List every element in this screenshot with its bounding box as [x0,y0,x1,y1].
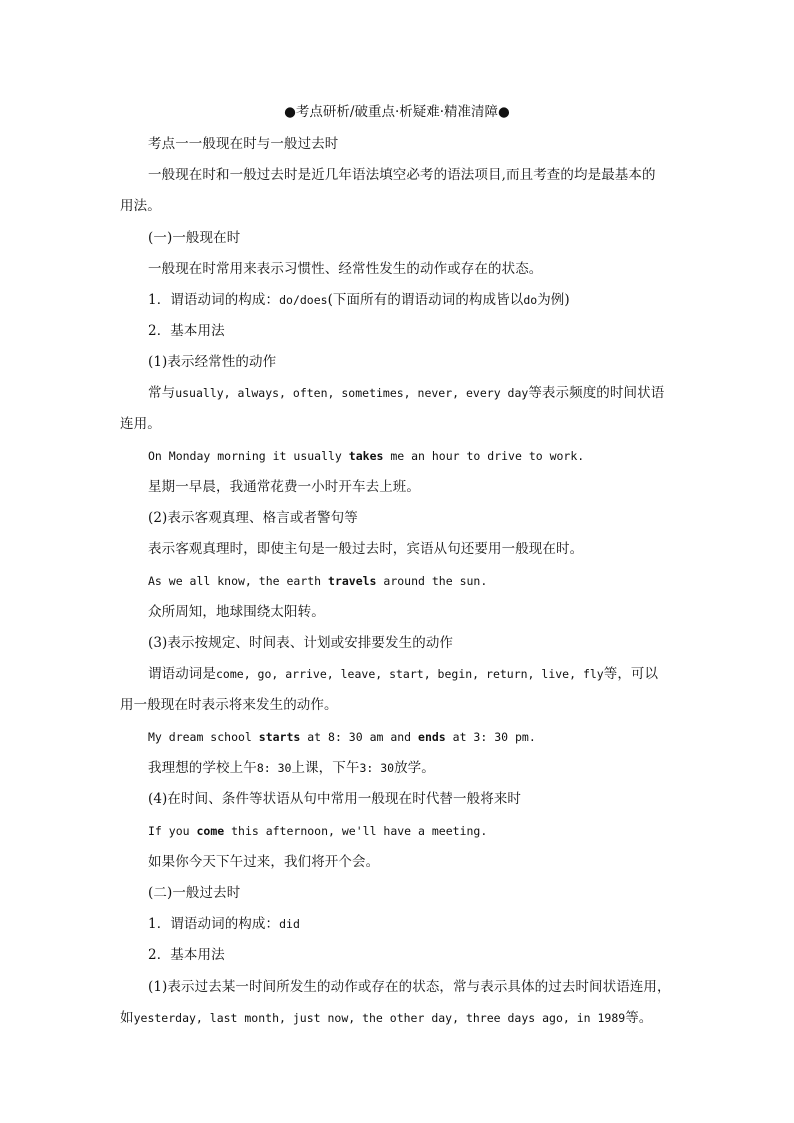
example-sentence [148,571,487,591]
usage-1-heading: (1)表示经常性的动作 [148,354,277,370]
example-verb: travels [328,574,377,588]
example-translation [148,758,435,778]
usage-1-text-a: 常与 [148,385,176,401]
form-note-a: (下面所有的谓语动词的构成皆以 [327,292,524,308]
usage-4-heading: (4)在时间、条件等状语从句中常用一般现在时代替一般将来时 [148,791,522,807]
form-code: did [279,917,300,931]
usage-1-text-b: 等表示频度的时间状语 [528,385,665,401]
example-translation: 如果你今天下午过来，我们将开个会。 [148,854,380,870]
example-verb: takes [348,449,384,463]
example-pre: My dream school [148,730,259,744]
usage-3-text-a: 谓语动词是 [148,666,216,682]
example-sentence [148,821,487,841]
present-form [148,290,570,310]
motion-verbs: come, go, arrive, leave, start, begin, return, live, fly [216,667,604,681]
section-heading: 考点一一般现在时与一般过去时 [148,136,339,152]
usage-3-text-b: 等，可以 [603,666,659,682]
form-prefix: 1．谓语动词的构成： [148,292,280,308]
present-description: 一般现在时常用来表示习惯性、经常性发生的动作或存在的状态。 [148,261,543,277]
form-note-code: do [523,293,538,307]
example-translation: 众所周知，地球围绕太阳转。 [148,604,325,620]
translation-c: 放学。 [394,760,435,776]
time-2: 3: 30 [359,761,395,775]
usage-3-text [148,664,658,684]
past-text-a: 如 [120,1010,134,1026]
usage-2-text: 表示客观真理时，即使主句是一般过去时，宾语从句还要用一般现在时。 [148,541,584,557]
example-pre: On Monday morning it usually [148,449,349,463]
translation-a: 我理想的学校上午 [148,760,257,776]
intro-line-2: 用法。 [120,198,161,214]
translation-b: 上课，下午 [291,760,360,776]
past-usage-1-line-2 [120,1008,652,1028]
present-heading: (一)一般现在时 [148,230,241,246]
example-post: me an hour to drive to work. [383,449,585,463]
example-pre: As we all know, the earth [148,574,329,588]
page-title: ●考点研析/破重点·析疑难·精准清障● [284,104,510,120]
form-code: do/does [279,293,328,307]
frequency-words: usually, always, often, sometimes, never, every day [175,386,529,400]
past-usage-heading: 2．基本用法 [148,947,225,963]
example-verb: ends [418,730,446,744]
past-form [148,914,300,934]
past-time-words: yesterday, last month, just now, the other day, three days ago, in 1989 [133,1011,626,1025]
example-sentence [148,446,584,466]
past-usage-1-line-1: (1)表示过去某一时间所发生的动作或存在的状态，常与表示具体的过去时间状语连用， [148,979,671,995]
example-mid: at 8: 30 am and [300,730,419,744]
usage-2-heading: (2)表示客观真理、格言或者警句等 [148,510,358,526]
example-verb: starts [258,730,301,744]
example-translation: 星期一早晨，我通常花费一小时开车去上班。 [148,479,420,495]
usage-1-text [148,383,664,403]
form-prefix: 1．谓语动词的构成： [148,916,280,932]
usage-3-heading: (3)表示按规定、时间表、计划或安排要发生的动作 [148,635,454,651]
example-pre: If you [148,824,197,838]
example-post: around the sun. [376,574,488,588]
past-heading: (二)一般过去时 [148,885,241,901]
past-text-b: 等。 [625,1010,653,1026]
present-usage-heading: 2．基本用法 [148,323,225,339]
example-sentence [148,727,536,747]
example-post: this afternoon, we'll have a meeting. [224,824,488,838]
form-note-b: 为例) [537,292,570,308]
example-verb: come [196,824,225,838]
usage-1-text-cont: 连用。 [120,416,161,432]
usage-3-text-cont: 用一般现在时表示将来发生的动作。 [120,697,338,713]
example-post: at 3: 30 pm. [445,730,536,744]
intro-line-1: 一般现在时和一般过去时是近几年语法填空必考的语法项目,而且考查的均是最基本的 [148,167,656,183]
time-1: 8: 30 [256,761,292,775]
